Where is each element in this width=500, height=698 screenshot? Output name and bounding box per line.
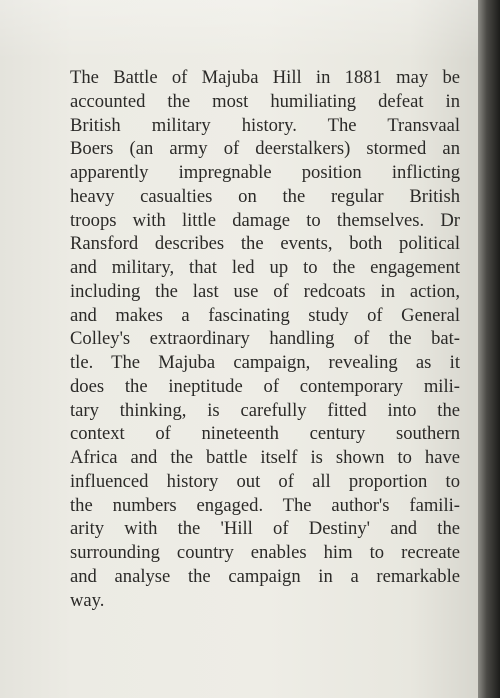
blurb-line: Boers (an army of deerstalkers) stormed an xyxy=(70,138,460,160)
blurb-line: tary thinking, is carefully fitted into the xyxy=(70,399,460,421)
fold-highlight xyxy=(0,0,482,60)
blurb-line: accounted the most humiliating defeat in xyxy=(70,90,460,112)
blurb-text xyxy=(70,66,460,612)
blurb-line: Africa and the battle itself is shown to have xyxy=(70,447,460,468)
blurb-line: The Battle of Majuba Hill in 1881 may be xyxy=(70,67,460,88)
blurb-line: troops with little damage to themselves. Dr xyxy=(70,209,460,231)
blurb-line: apparently impregnable position inflicting xyxy=(70,162,460,183)
blurb-line: tle. The Majuba campaign, revealing as it xyxy=(70,352,460,373)
blurb-line: does the ineptitude of contemporary mili- xyxy=(70,375,460,397)
blurb-line: way. xyxy=(70,589,105,611)
blurb-line: and military, that led up to the engagement xyxy=(70,257,460,278)
blurb-line: British military history. The Transvaal xyxy=(70,114,460,136)
blurb-line: influenced history out of all proportion to xyxy=(70,470,460,492)
blurb-line: surrounding country enables him to recreate xyxy=(70,542,460,563)
blurb-line: arity with the 'Hill of Destiny' and the xyxy=(70,518,460,540)
blurb-line: Colley's extraordinary handling of the bat- xyxy=(70,328,460,350)
page-edge-shadow xyxy=(478,0,500,698)
blurb-line: and makes a fascinating study of General xyxy=(70,304,460,326)
blurb-line: heavy casualties on the regular British xyxy=(70,185,460,207)
blurb-line: including the last use of redcoats in action, xyxy=(70,280,460,302)
blurb-line: Ransford describes the events, both political xyxy=(70,233,460,255)
blurb-line: and analyse the campaign in a remarkable xyxy=(70,565,460,587)
blurb-line: context of nineteenth century southern xyxy=(70,423,460,445)
blurb-line: the numbers engaged. The author's famili- xyxy=(70,494,460,516)
